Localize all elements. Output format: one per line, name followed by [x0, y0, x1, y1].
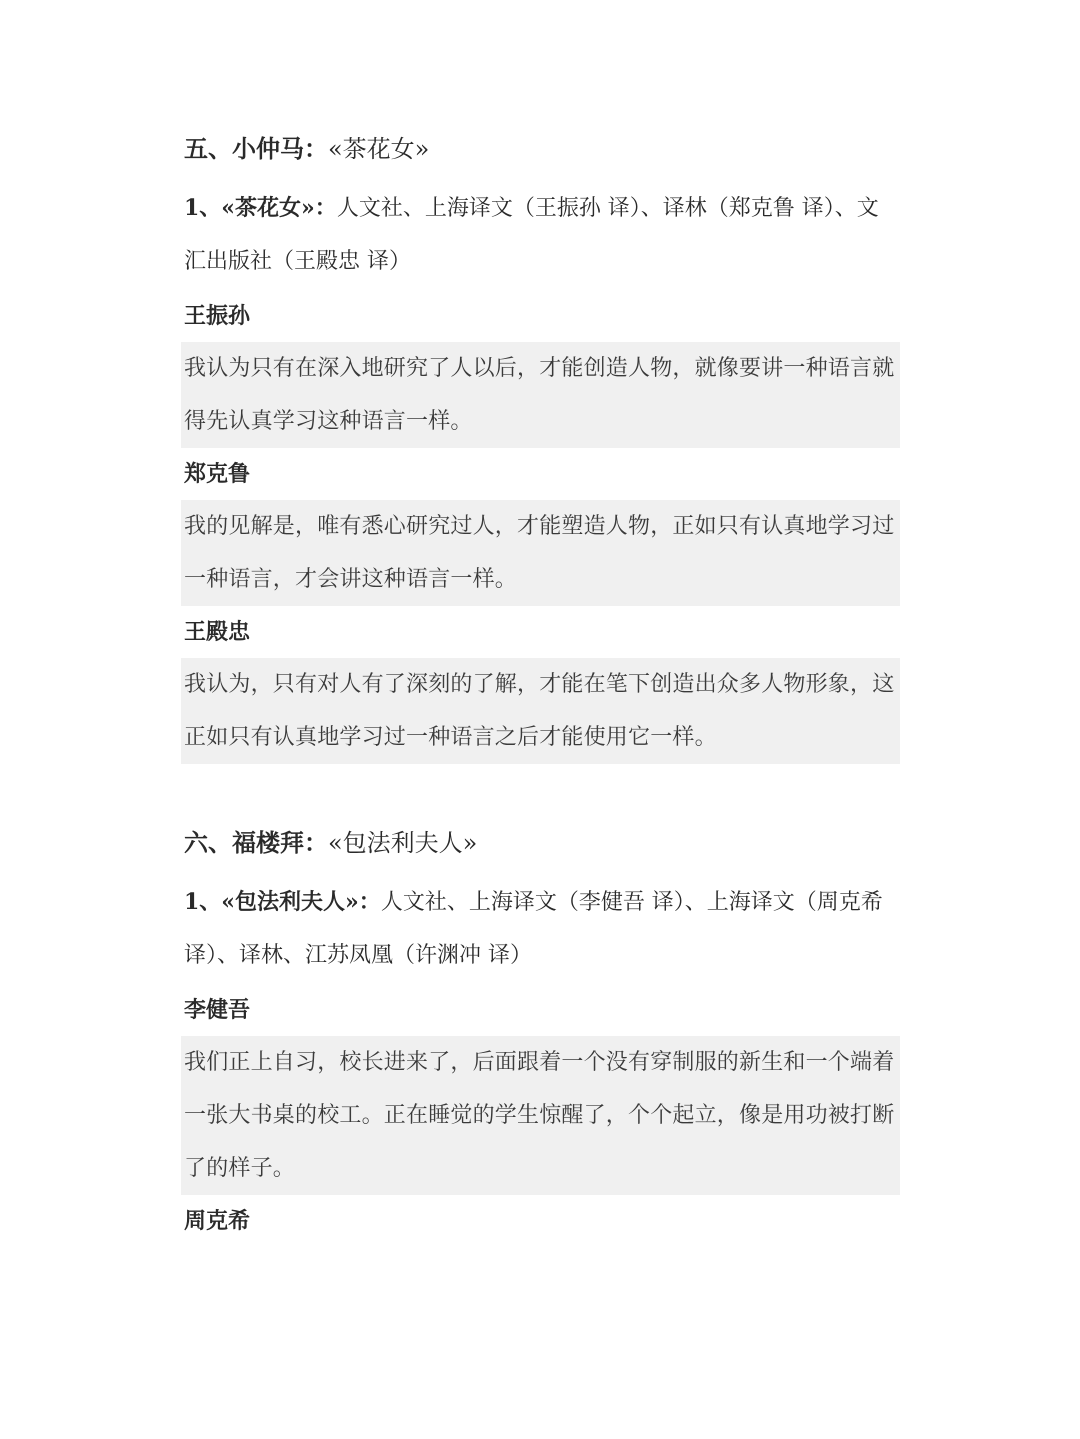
editions-text: 人文社、上海译文（李健吾 译）、上海译文（周克希 译）、译林、江苏凤凰（许渊冲 译）	[184, 890, 883, 968]
section-heading	[184, 822, 900, 864]
translator-name: 王振孙	[184, 303, 251, 329]
section-dumas	[184, 128, 900, 764]
heading-work-title: «茶花女»	[328, 135, 430, 163]
translation-quote: 我的见解是，唯有悉心研究过人，才能塑造人物，正如只有认真地学习过一种语言，才会讲这种语言一样。	[181, 500, 900, 606]
translation-quote: 我认为只有在深入地研究了人以后，才能创造人物，就像要讲一种语言就得先认真学习这种语言一样。	[181, 342, 900, 448]
translation-quote: 我们正上自习，校长进来了，后面跟着一个没有穿制服的新生和一个端着一张大书桌的校工。正在睡觉的学生惊醒了，个个起立，像是用功被打断了的样子。	[181, 1036, 900, 1195]
editions-book-title: 1、«包法利夫人»：	[184, 889, 381, 915]
heading-work-title: «包法利夫人»	[328, 829, 478, 857]
editions-list	[184, 182, 900, 288]
translator-name: 王殿忠	[184, 619, 251, 645]
section-flaubert	[184, 822, 900, 1247]
editions-book-title: 1、«茶花女»：	[184, 195, 337, 221]
translator-name: 李健吾	[184, 997, 251, 1023]
translator-name: 周克希	[184, 1208, 251, 1234]
editions-list	[184, 876, 900, 982]
translator-name: 郑克鲁	[184, 461, 251, 487]
translation-quote: 我认为，只有对人有了深刻的了解，才能在笔下创造出众多人物形象，这正如只有认真地学习过一种语言之后才能使用它一样。	[181, 658, 900, 764]
editions-text: 人文社、上海译文（王振孙 译）、译林（郑克鲁 译）、文汇出版社（王殿忠 译）	[184, 196, 879, 274]
heading-author: 六、福楼拜：	[184, 828, 328, 857]
section-heading	[184, 128, 900, 170]
heading-author: 五、小仲马：	[184, 134, 328, 163]
